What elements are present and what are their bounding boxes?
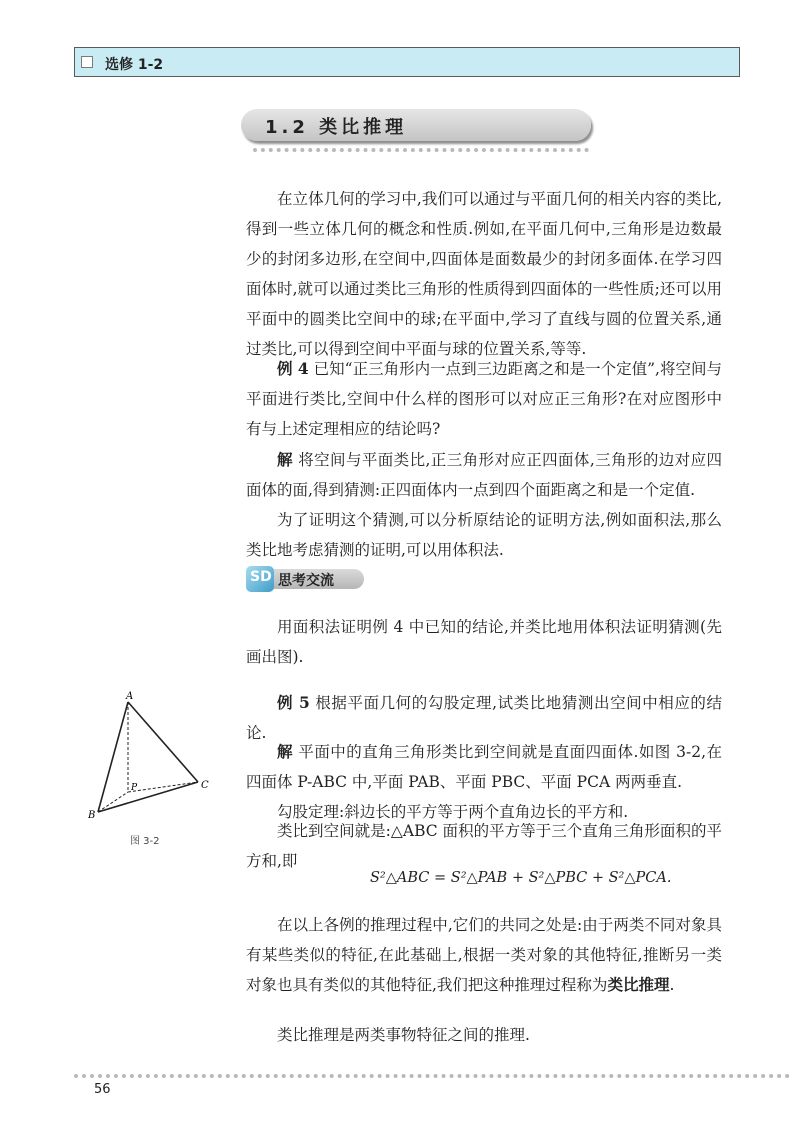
section-title: 1.2 类比推理 [265, 117, 408, 138]
conclusion-end-punct: . [669, 976, 675, 994]
example5-solution [246, 737, 722, 797]
think-exchange-label-box [268, 569, 364, 589]
example4-solution-text: 将空间与平面类比,正三角形对应正四面体,三角形的边对应四面体的面,得到猜测:正四面体内一点到四个面距离之和是一个定值. [246, 451, 722, 499]
header-label: 选修 1-2 [105, 57, 164, 73]
page-number: 56 [94, 1082, 111, 1097]
think-exchange-icon [246, 566, 274, 592]
think-exchange-label: 思考交流 [278, 573, 334, 589]
think-exchange-icon-text: SD [250, 569, 272, 585]
example5-theorem: 勾股定理:斜边长的平方等于两个直角边长的平方和. [277, 803, 629, 821]
example4-problem [246, 354, 722, 444]
example5-solution-text: 平面中的直角三角形类比到空间就是直面四面体.如图 3-2,在四面体 P-ABC 中,平面 PAB、平面 PBC、平面 PCA 两两垂直. [246, 743, 722, 791]
example4-problem-text: 已知“正三角形内一点到三边距离之和是一个定值”,将空间与平面进行类比,空间中什么样的图形可以对应正三角形?在对应图形中有与上述定理相应的结论吗? [246, 360, 723, 438]
example4-label: 例 4 [277, 359, 309, 378]
vertex-C-label: C [201, 780, 209, 791]
vertex-P-label: P [131, 783, 138, 793]
conclusion-text: 在以上各例的推理过程中,它们的共同之处是:由于两类不同对象具有某些类似的特征,在此基础上,根据一类对象的其他特征,推断另一类对象也具有类似的其他特征,我们把这种推理过程称为 [246, 916, 722, 994]
title-dotted-divider [253, 148, 589, 152]
section-title-banner [241, 109, 591, 141]
think-exchange-badge [246, 566, 364, 592]
example5-label: 例 5 [277, 693, 310, 712]
analogical-reasoning-definition: 类比推理是两类事物特征之间的推理. [277, 1026, 530, 1044]
vertex-B-label: B [88, 810, 96, 821]
example5-solution-label: 解 [277, 742, 293, 761]
tetrahedron-figure [88, 690, 218, 825]
example4-solution-label: 解 [277, 450, 293, 469]
header-square-icon [81, 56, 93, 68]
conclusion-paragraph [246, 910, 722, 1000]
example5-problem-text: 根据平面几何的勾股定理,试类比地猜测出空间中相应的结论. [246, 694, 722, 742]
think-exchange-text: 用面积法证明例 4 中已知的结论,并类比地用体积法证明猜测(先画出图). [246, 618, 722, 666]
edge-BC [98, 782, 198, 812]
intro-paragraph: 在立体几何的学习中,我们可以通过与平面几何的相关内容的类比,得到一些立体几何的概念和性质.例如,在平面几何中,三角形是边数最少的封闭多边形,在空间中,四面体是面数最少的封闭多面体.在学习四面体时,就可以通过类比三角形的性质得到四面体的一些性质;还可以用平面中的圆类比空间中的球;在平面中,学习了直线与圆的位置关系,通过类比,可以得到空间中平面与球的位置关系,等等. [246, 190, 722, 358]
edge-AC [128, 702, 198, 782]
edge-PC [128, 782, 198, 792]
running-header [74, 47, 740, 77]
footer-dotted-divider [74, 1074, 790, 1078]
example4-solution [246, 445, 722, 505]
pythagorean-analogy-formula: S²△ABC = S²△PAB + S²△PBC + S²△PCA. [370, 870, 672, 886]
analogical-reasoning-term: 类比推理 [607, 975, 670, 994]
example4-proof-note: 为了证明这个猜测,可以分析原结论的证明方法,例如面积法,那么类比地考虑猜测的证明,可以用体积法. [246, 511, 722, 559]
example5-analogy: 类比到空间就是:△ABC 面积的平方等于三个直角三角形面积的平方和,即 [246, 822, 722, 870]
figure-caption: 图 3-2 [130, 836, 160, 847]
vertex-A-label: A [126, 691, 134, 702]
